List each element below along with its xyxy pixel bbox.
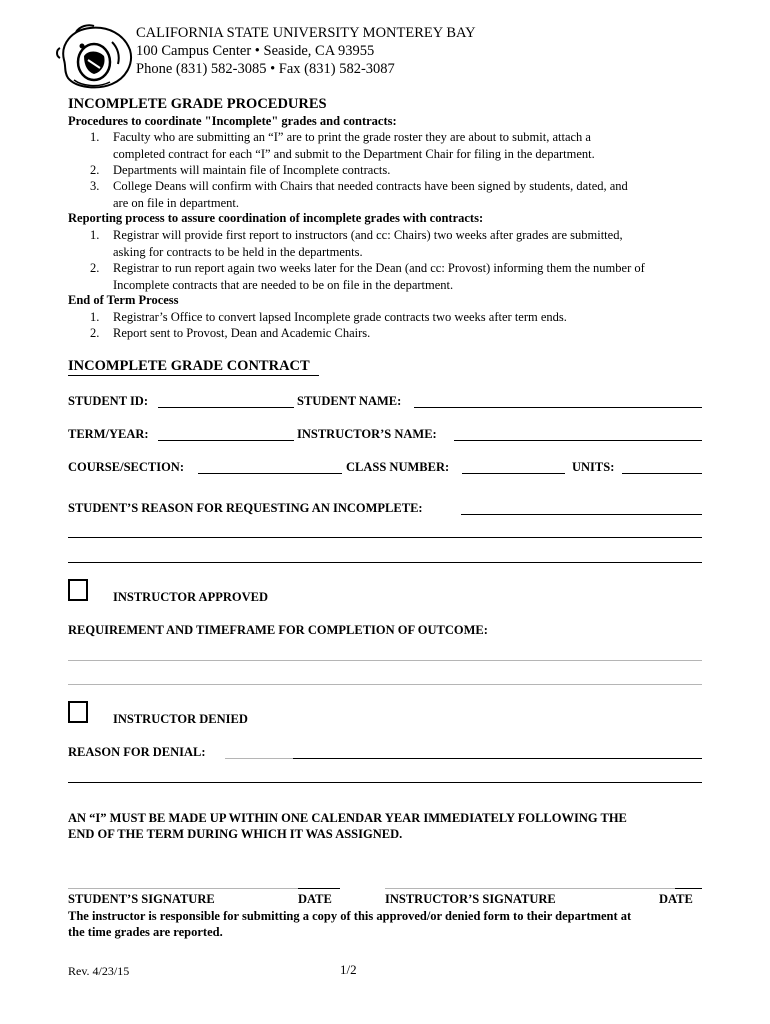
reason-field-line-1[interactable] [461, 514, 702, 515]
otter-mascot-logo [54, 20, 136, 96]
instructor-name-field[interactable] [454, 440, 702, 441]
university-address: 100 Campus Center • Seaside, CA 93955 [136, 43, 375, 59]
university-name: CALIFORNIA STATE UNIVERSITY MONTEREY BAY [136, 25, 476, 41]
units-label: UNITS: [572, 460, 615, 474]
reason-field-line-3[interactable] [68, 562, 702, 563]
denial-reason-field[interactable] [293, 758, 702, 759]
reason-field-line-2[interactable] [68, 537, 702, 538]
instructor-denied-label: INSTRUCTOR DENIED [113, 712, 248, 726]
class-number-label: CLASS NUMBER: [346, 460, 450, 474]
units-field[interactable] [622, 473, 702, 474]
instructor-denied-checkbox[interactable] [68, 701, 88, 723]
student-signature-field[interactable] [68, 888, 298, 889]
instructor-approved-checkbox[interactable] [68, 579, 88, 601]
page-number: 1/2 [340, 962, 357, 977]
requirement-field-line-2[interactable] [68, 684, 702, 685]
term-year-field[interactable] [158, 440, 294, 441]
list-item: 1. Registrar will provide first report to instructors (and cc: Chairs) two weeks after grades are submitted, asking for contracts to be held in the departments. [90, 228, 623, 259]
university-phone: Phone (831) 582-3085 • Fax (831) 582-3087 [136, 61, 395, 77]
date-label: DATE [659, 892, 693, 906]
term-year-label: TERM/YEAR: [68, 427, 149, 441]
list-item: 2. Registrar to run report again two weeks later for the Dean (and cc: Provost) informing them the number of Incomplete contracts that are needed to be on file in the department. [90, 261, 645, 292]
instructor-name-label: INSTRUCTOR’S NAME: [297, 427, 437, 441]
student-id-label: STUDENT ID: [68, 394, 148, 408]
instructor-signature-field[interactable] [385, 888, 675, 889]
date-field-2[interactable] [675, 888, 702, 889]
student-id-field[interactable] [158, 407, 294, 408]
student-name-label: STUDENT NAME: [297, 394, 402, 408]
student-name-field[interactable] [414, 407, 702, 408]
instructor-approved-label: INSTRUCTOR APPROVED [113, 590, 268, 604]
contract-title-underline [68, 375, 319, 376]
notice-line-2: END OF THE TERM DURING WHICH IT WAS ASSIGNED. [68, 827, 403, 841]
instructor-signature-label: INSTRUCTOR’S SIGNATURE [385, 892, 556, 906]
procedures-title: INCOMPLETE GRADE PROCEDURES [68, 96, 327, 112]
course-section-label: COURSE/SECTION: [68, 460, 184, 474]
footer-note-line-1: The instructor is responsible for submitting a copy of this approved/or denied form to their department at [68, 909, 632, 923]
requirement-label: REQUIREMENT AND TIMEFRAME FOR COMPLETION OF OUTCOME: [68, 623, 488, 637]
notice-line-1: AN “I” MUST BE MADE UP WITHIN ONE CALENDAR YEAR IMMEDIATELY FOLLOWING THE [68, 811, 627, 825]
list-item: 3. College Deans will confirm with Chairs that needed contracts have been signed by students, dated, and are on file in department. [90, 179, 628, 210]
reporting-heading: Reporting process to assure coordination of incomplete grades with contracts: [68, 211, 484, 225]
student-signature-label: STUDENT’S SIGNATURE [68, 892, 215, 906]
class-number-field[interactable] [462, 473, 565, 474]
denial-reason-field-gray[interactable] [225, 758, 293, 759]
list-item: 2. Report sent to Provost, Dean and Academic Chairs. [90, 326, 371, 340]
reason-label: STUDENT’S REASON FOR REQUESTING AN INCOMPLETE: [68, 501, 423, 515]
revision-date: Rev. 4/23/15 [68, 964, 130, 978]
requirement-field-line-1[interactable] [68, 660, 702, 661]
list-item: 1. Faculty who are submitting an “I” are to print the grade roster they are about to submit, attach a completed contract for each “I” and submit to the Department Chair for filing in the department. [90, 130, 595, 161]
date-field-1[interactable] [298, 888, 340, 889]
denial-reason-field-line-2[interactable] [68, 782, 702, 783]
date-label: DATE [298, 892, 332, 906]
footer-note-line-2: the time grades are reported. [68, 925, 223, 939]
end-of-term-heading: End of Term Process [68, 293, 179, 307]
coordinate-heading: Procedures to coordinate "Incomplete" grades and contracts: [68, 114, 397, 128]
list-item: 2. Departments will maintain file of Incomplete contracts. [90, 163, 391, 177]
course-section-field[interactable] [198, 473, 342, 474]
list-item: 1. Registrar’s Office to convert lapsed Incomplete grade contracts two weeks after term ends. [90, 310, 567, 324]
denial-reason-label: REASON FOR DENIAL: [68, 745, 206, 759]
contract-title: INCOMPLETE GRADE CONTRACT [68, 358, 310, 374]
